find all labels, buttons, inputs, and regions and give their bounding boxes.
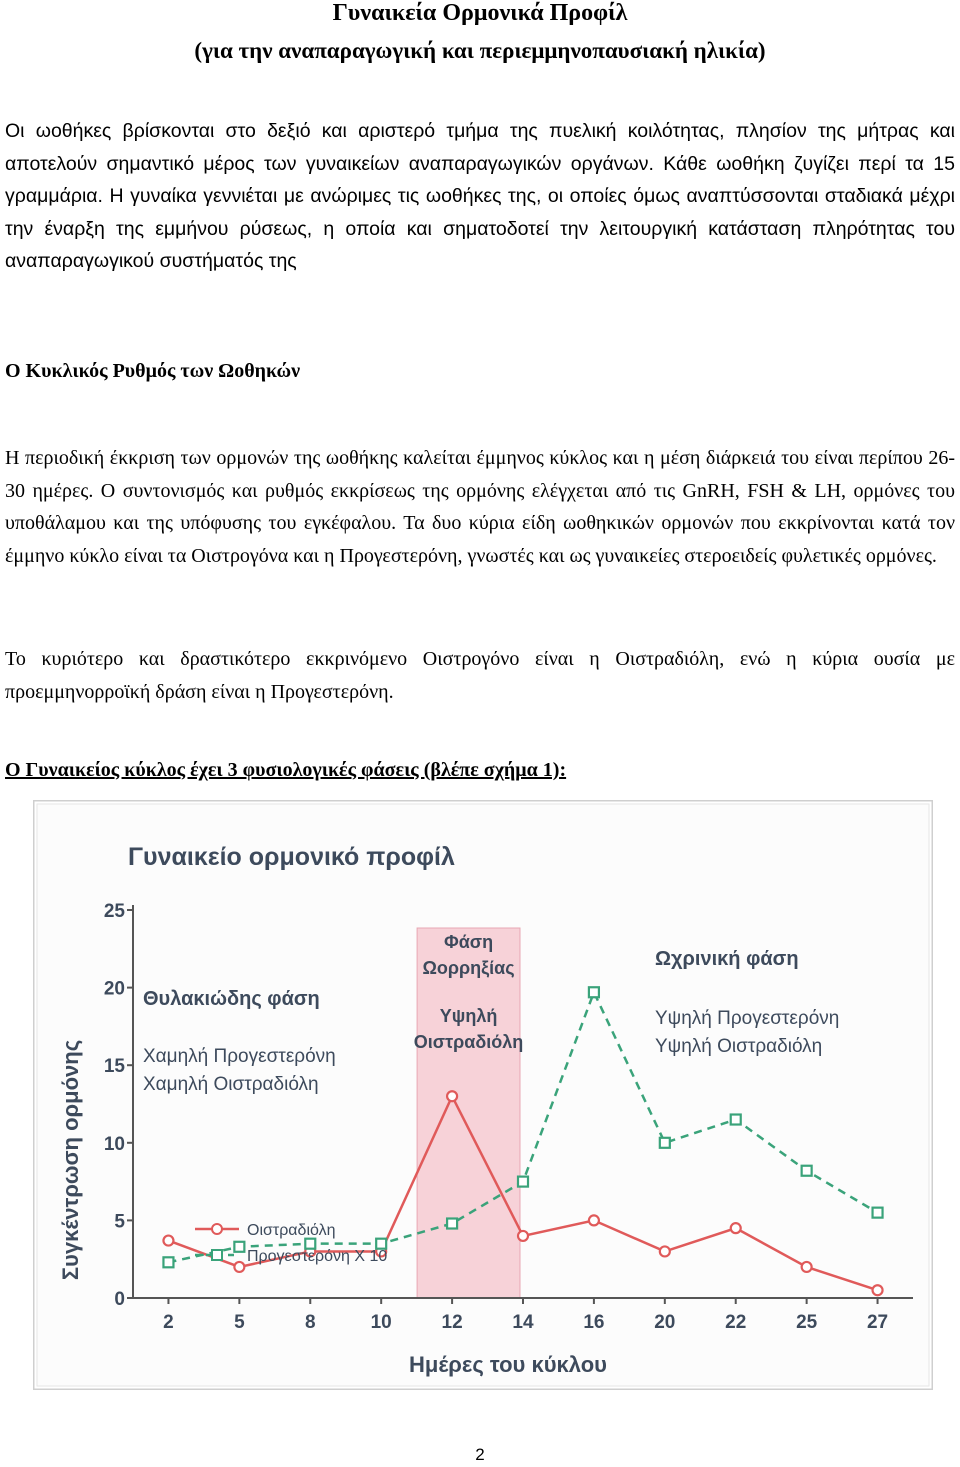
x-tick-label: 12 [441, 1312, 463, 1333]
data-point-circle [589, 1215, 599, 1225]
data-point-circle [163, 1236, 173, 1246]
data-point-circle [802, 1262, 812, 1272]
legend-label: Προγεστερόνη Χ 10 [247, 1248, 388, 1265]
luteal-phase-title: Ωχρινική φάση [655, 948, 799, 970]
x-tick-label: 8 [304, 1312, 316, 1333]
data-point-square [447, 1219, 457, 1229]
legend-marker-square [212, 1250, 222, 1260]
x-tick-label: 16 [583, 1312, 605, 1333]
x-tick-label: 27 [866, 1312, 889, 1333]
x-tick-label: 5 [234, 1312, 245, 1333]
y-tick-label: 25 [103, 901, 125, 922]
legend-marker-circle [212, 1224, 222, 1234]
y-tick-label: 15 [103, 1056, 125, 1078]
data-point-circle [873, 1285, 883, 1295]
x-axis-label: Ημέρες του κύκλου [409, 1352, 607, 1377]
luteal-line-1: Υψηλή Προγεστερόνη [655, 1008, 840, 1029]
data-point-circle [731, 1223, 741, 1233]
legend-label: Οιστραδιόλη [247, 1222, 336, 1239]
document-subtitle: (για την αναπαραγωγική και περιεμμηνοπαυσιακή ηλικία) [194, 38, 766, 63]
document-title: Γυναικεία Ορμονικά Προφίλ [332, 0, 628, 26]
x-tick-label: 20 [654, 1312, 676, 1333]
luteal-line-2: Υψηλή Οιστραδιόλη [655, 1036, 823, 1057]
data-point-circle [660, 1246, 670, 1256]
follicular-line-2: Χαμηλή Οιστραδιόλη [143, 1074, 319, 1095]
data-point-square [731, 1115, 741, 1125]
chart-title: Γυναικείο ορμονικό προφίλ [128, 843, 455, 871]
ovulation-band [417, 928, 520, 1298]
ovulation-line-1: Φάση [443, 932, 494, 952]
page-number: 2 [475, 1445, 485, 1464]
ovulation-line-3: Υψηλή [439, 1006, 498, 1026]
x-tick-label: 22 [725, 1312, 747, 1333]
data-point-square [873, 1208, 883, 1218]
data-point-square [163, 1257, 173, 1267]
data-point-circle [518, 1231, 528, 1241]
x-tick-label: 10 [370, 1312, 392, 1333]
follicular-phase-title: Θυλακιώδης φάση [143, 988, 320, 1010]
paragraph-menstrual-cycle: Η περιοδική έκκριση των ορμονών της ωοθήκης καλείται έμμηνος κύκλος και η μέση διάρκειά του είναι περίπου 26-30 ημέρες. Ο συντονισμός και ρυθμός εκκρίσεως της ορμόνης ελέγχεται από τις GnRH, FSH & LH, ορμόνες του υποθάλαμου και της υπόφυσης του εγκέφαλου. Τα δυο κύρια είδη ωοθηκικών ορμονών που εκκρίνονται κατά τον έμμηνο κύκλο είναι τα Οιστρογόνα και η Προγεστερόνη, γνωστές και ως γυναικείες στεροειδείς φυλετικές ορμόνες. [5, 447, 955, 567]
ovulation-line-4: Οιστραδιόλη [413, 1032, 524, 1052]
follicular-line-1: Χαμηλή Προγεστερόνη [143, 1046, 336, 1067]
hormone-chart-figure [33, 800, 933, 1390]
hormone-chart [33, 800, 933, 1390]
data-point-circle [234, 1262, 244, 1272]
heading-ovarian-cycle: Ο Κυκλικός Ρυθμός των Ωοθηκών [5, 360, 301, 382]
x-tick-label: 2 [163, 1312, 174, 1333]
paragraph-ovaries: Οι ωοθήκες βρίσκονται στο δεξιό και αριστερό τμήμα της πυελική κοιλότητας, πλησίον της μήτρας και αποτελούν σημαντικό μέρος των γυναικείων αναπαραγωγικών οργάνων. Κάθε ωοθήκη ζυγίζει περί τα 15 γραμμάρια. Η γυναίκα γεννιέται με ανώριμες τις ωοθήκες της, οι οποίες όμως αναπτύσσονται σταδιακά μέχρι την έναρξη της εμμήνου ρύσεως, η οποία και σηματοδοτεί την λειτουργική κατάσταση πληρότητας του αναπαραγωγικού συστήματός της [5, 120, 955, 272]
data-point-square [518, 1177, 528, 1187]
x-tick-label: 14 [512, 1312, 534, 1333]
data-point-square [660, 1138, 670, 1148]
x-tick-label: 25 [796, 1312, 818, 1333]
heading-three-phases: Ο Γυναικείος κύκλος έχει 3 φυσιολογικές φάσεις (βλέπε σχήμα 1): [5, 759, 567, 781]
data-point-square [802, 1166, 812, 1176]
y-axis-label: Συγκέντρωση ορμόνης [58, 1039, 83, 1281]
data-point-square [234, 1242, 244, 1252]
y-tick-label: 5 [114, 1211, 125, 1233]
paragraph-estradiol: Το κυριότερο και δραστικότερο εκκρινόμενο Οιστρογόνο είναι η Οιστραδιόλη, ενώ η κύρια ουσία με προεμμηνορροϊκή δράση είναι η Προγεστερόνη. [5, 648, 955, 703]
data-point-square [589, 987, 599, 997]
data-point-circle [447, 1091, 457, 1101]
y-tick-label: 0 [114, 1289, 125, 1310]
y-tick-label: 20 [103, 978, 125, 1000]
ovulation-line-2: Ωορρηξίας [422, 958, 515, 978]
y-tick-label: 10 [103, 1133, 125, 1155]
